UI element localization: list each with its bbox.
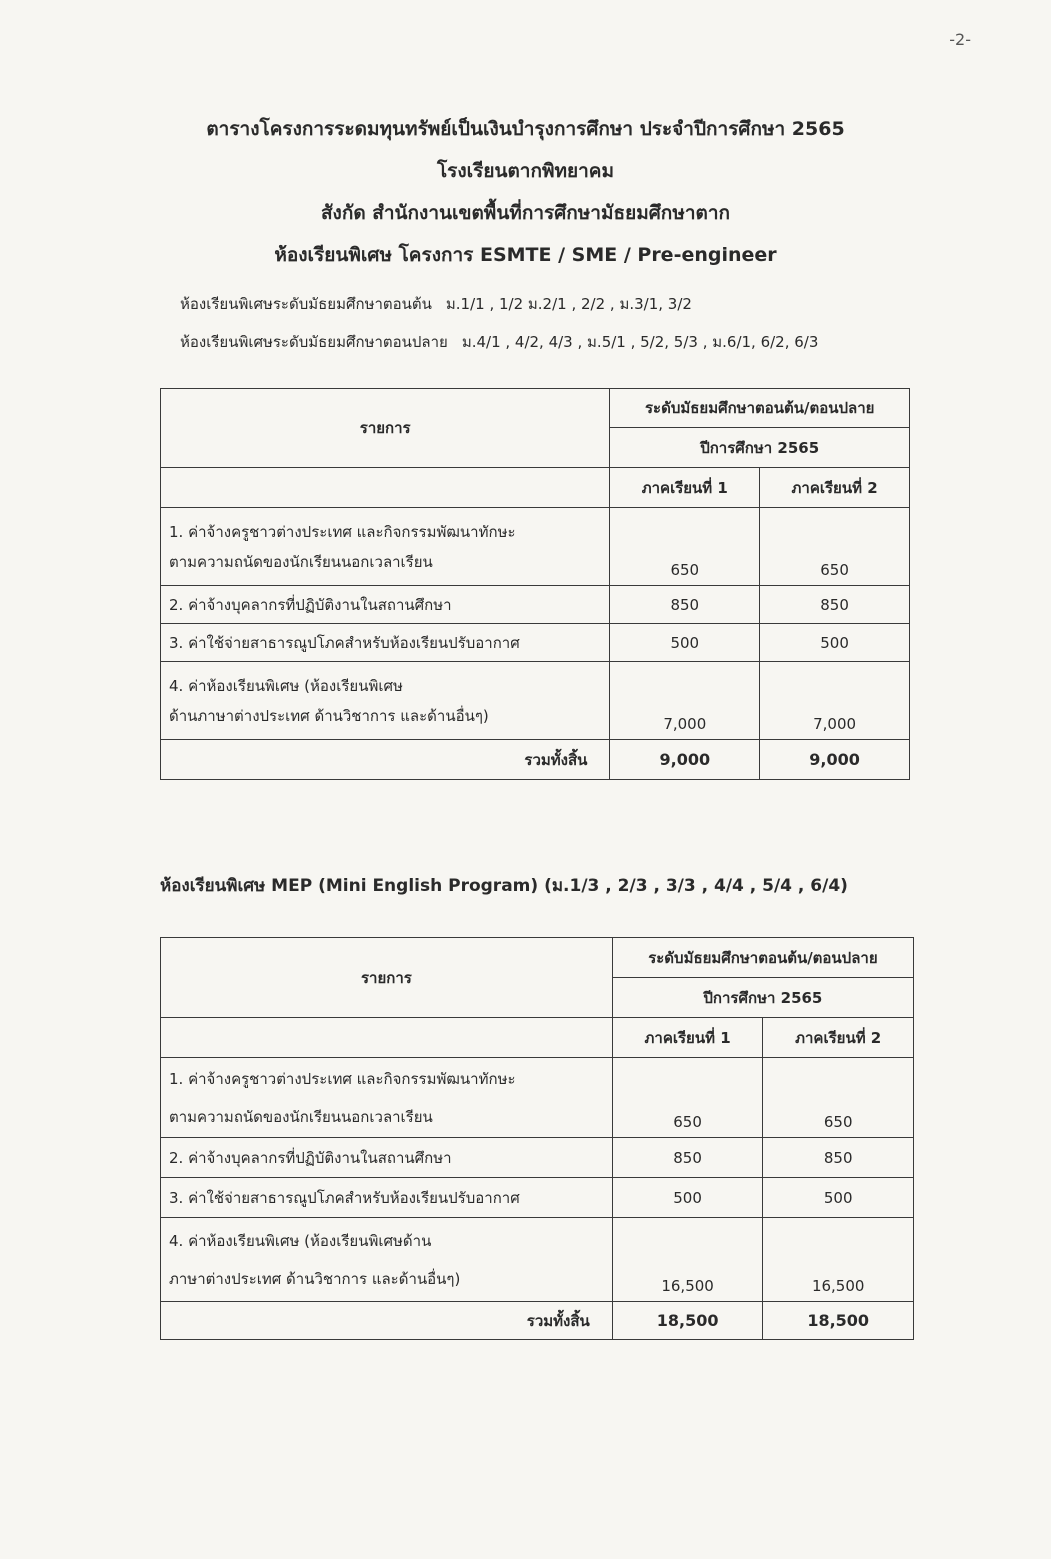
row-item-line: ด้านภาษาต่างประเทศ ด้านวิชาการ และด้านอื่นๆ): [169, 706, 489, 725]
total-label: รวมทั้งสิ้น: [161, 740, 610, 780]
row-item-line: 4. ค่าห้องเรียนพิเศษ (ห้องเรียนพิเศษด้าน: [169, 1231, 432, 1250]
row-semester-1-value: 650: [612, 1058, 763, 1138]
empty-cell: [161, 468, 610, 508]
row-item-line: 1. ค่าจ้างครูชาวต่างประเทศ และกิจกรรมพัฒนาทักษะ: [169, 522, 516, 541]
upper-secondary-label: ห้องเรียนพิเศษระดับมัธยมศึกษาตอนปลาย: [180, 333, 448, 351]
row-item: [161, 662, 610, 740]
row-semester-2-value: 850: [760, 586, 910, 624]
row-semester-2-value: 500: [760, 624, 910, 662]
total-semester-1: 9,000: [610, 740, 760, 780]
upper-secondary-classes: ม.4/1 , 4/2, 4/3 , ม.5/1 , 5/2, 5/3 , ม.6/1, 6/2, 6/3: [461, 333, 819, 351]
table-row: [161, 508, 910, 586]
upper-secondary-row: [180, 323, 818, 361]
class-levels: [180, 285, 818, 361]
column-header-semester-2: ภาคเรียนที่ 2: [760, 468, 910, 508]
lower-secondary-classes: ม.1/1 , 1/2 ม.2/1 , 2/2 , ม.3/1, 3/2: [445, 295, 692, 313]
lower-secondary-label: ห้องเรียนพิเศษระดับมัธยมศึกษาตอนต้น: [180, 295, 432, 313]
row-item: 3. ค่าใช้จ่ายสาธารณูปโภคสำหรับห้องเรียนปรับอากาศ: [161, 1178, 613, 1218]
table-row: [161, 1218, 914, 1302]
row-semester-1-value: 500: [612, 1178, 763, 1218]
row-item-line: 4. ค่าห้องเรียนพิเศษ (ห้องเรียนพิเศษ: [169, 676, 403, 695]
row-semester-1-value: 850: [610, 586, 760, 624]
row-item: 2. ค่าจ้างบุคลากรที่ปฏิบัติงานในสถานศึกษา: [161, 586, 610, 624]
table-row: [161, 1138, 914, 1178]
table-row: [161, 662, 910, 740]
lower-secondary-row: [180, 285, 818, 323]
row-semester-2-value: 500: [763, 1178, 914, 1218]
row-semester-2-value: 650: [760, 508, 910, 586]
row-semester-1-value: 500: [610, 624, 760, 662]
fee-table-esmte: [160, 388, 910, 780]
total-semester-2: 18,500: [763, 1302, 914, 1340]
table-row: [161, 1058, 914, 1138]
column-header-item: รายการ: [161, 938, 613, 1018]
row-item-line: ตามความถนัดของนักเรียนนอกเวลาเรียน: [169, 1107, 433, 1126]
column-header-semester-1: ภาคเรียนที่ 1: [612, 1018, 763, 1058]
row-semester-1-value: 7,000: [610, 662, 760, 740]
row-semester-2-value: 650: [763, 1058, 914, 1138]
table-row: [161, 624, 910, 662]
row-semester-1-value: 16,500: [612, 1218, 763, 1302]
row-item: [161, 508, 610, 586]
row-item-line: ภาษาต่างประเทศ ด้านวิชาการ และด้านอื่นๆ): [169, 1269, 461, 1288]
column-header-semester-2: ภาคเรียนที่ 2: [763, 1018, 914, 1058]
column-header-level: ระดับมัธยมศึกษาตอนต้น/ตอนปลาย: [610, 389, 910, 428]
column-header-level: ระดับมัธยมศึกษาตอนต้น/ตอนปลาย: [612, 938, 913, 978]
column-header-semester-1: ภาคเรียนที่ 1: [610, 468, 760, 508]
header-program: ห้องเรียนพิเศษ โครงการ ESMTE / SME / Pre-engineer: [274, 244, 777, 266]
header-school: โรงเรียนตากพิทยาคม: [436, 160, 615, 182]
fee-table-mep: [160, 937, 914, 1340]
table-row: [161, 586, 910, 624]
empty-cell: [161, 1018, 613, 1058]
row-item: 2. ค่าจ้างบุคลากรที่ปฏิบัติงานในสถานศึกษา: [161, 1138, 613, 1178]
row-semester-1-value: 850: [612, 1138, 763, 1178]
row-semester-2-value: 850: [763, 1138, 914, 1178]
total-semester-2: 9,000: [760, 740, 910, 780]
column-header-year: ปีการศึกษา 2565: [610, 428, 910, 468]
row-item-line: 1. ค่าจ้างครูชาวต่างประเทศ และกิจกรรมพัฒนาทักษะ: [169, 1069, 516, 1088]
row-item: [161, 1218, 613, 1302]
header-title: ตารางโครงการระดมทุนทรัพย์เป็นเงินบำรุงการศึกษา ประจำปีการศึกษา 2565: [206, 118, 845, 140]
total-row: [161, 740, 910, 780]
row-item: 3. ค่าใช้จ่ายสาธารณูปโภคสำหรับห้องเรียนปรับอากาศ: [161, 624, 610, 662]
page-number: -2-: [949, 30, 971, 49]
row-item: [161, 1058, 613, 1138]
total-semester-1: 18,500: [612, 1302, 763, 1340]
total-label: รวมทั้งสิ้น: [161, 1302, 613, 1340]
total-row: [161, 1302, 914, 1340]
row-item-line: ตามความถนัดของนักเรียนนอกเวลาเรียน: [169, 552, 433, 571]
header-affiliation: สังกัด สำนักงานเขตพื้นที่การศึกษามัธยมศึกษาตาก: [320, 202, 731, 224]
row-semester-2-value: 16,500: [763, 1218, 914, 1302]
table-row: [161, 1178, 914, 1218]
row-semester-1-value: 650: [610, 508, 760, 586]
column-header-year: ปีการศึกษา 2565: [612, 978, 913, 1018]
column-header-item: รายการ: [161, 389, 610, 468]
mep-section-title: ห้องเรียนพิเศษ MEP (Mini English Program) (ม.1/3 , 2/3 , 3/3 , 4/4 , 5/4 , 6/4): [160, 876, 848, 896]
document-header: [0, 108, 1051, 276]
row-semester-2-value: 7,000: [760, 662, 910, 740]
